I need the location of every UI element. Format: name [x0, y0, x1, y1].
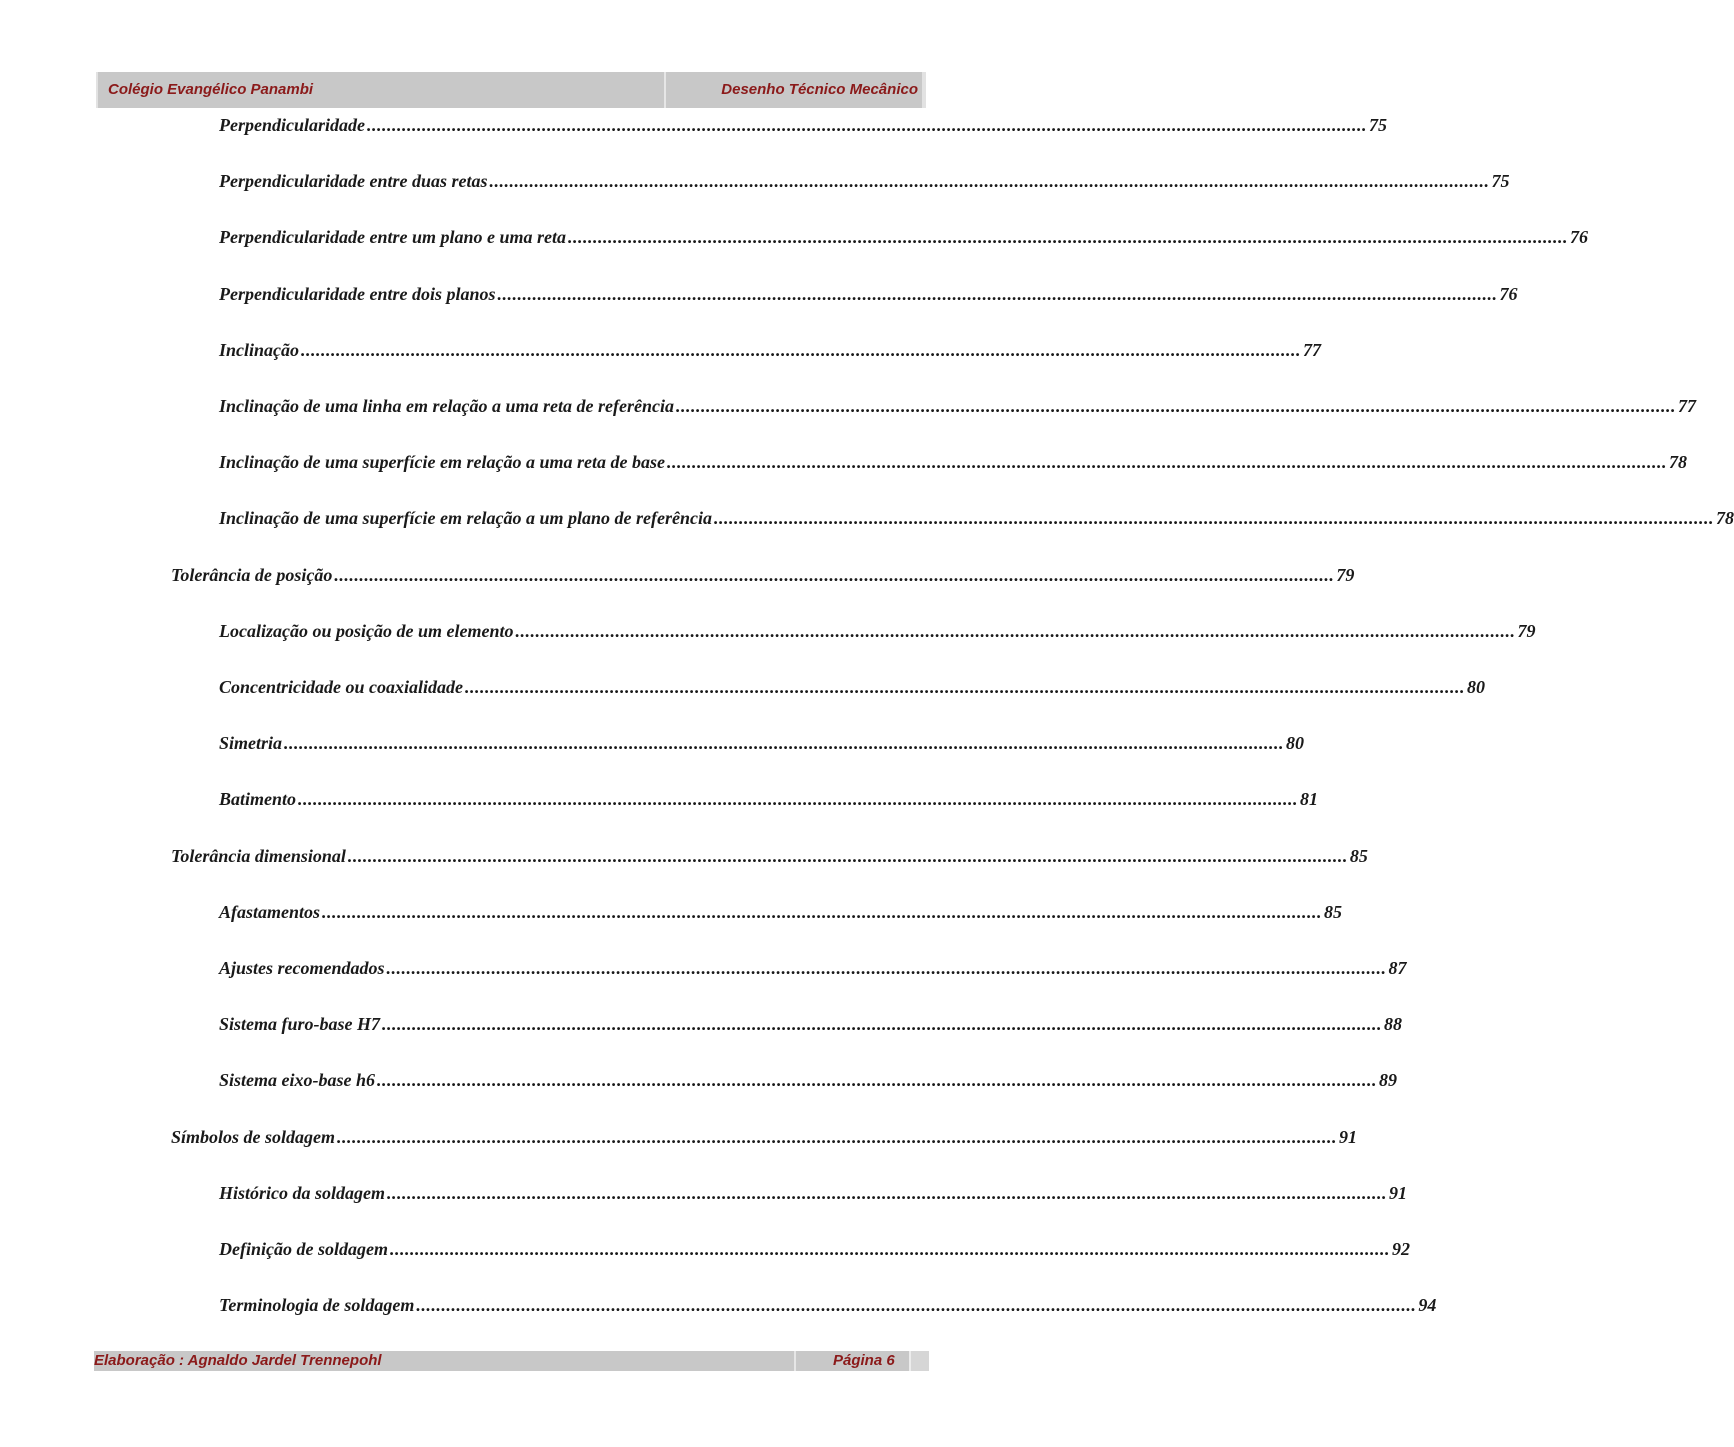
- header-school-name: Colégio Evangélico Panambi: [108, 81, 314, 98]
- toc-entry[interactable]: [219, 1181, 1407, 1205]
- toc-entry-title: Tolerância de posição: [171, 565, 333, 585]
- header-divider: [664, 72, 666, 108]
- toc-dot-leader: ........................................................................................................................................................................................................: [497, 284, 1498, 304]
- toc-entry-title: Sistema eixo-base h6: [219, 1070, 375, 1090]
- toc-dot-leader: ........................................................................................................................................................................................................: [334, 565, 1335, 585]
- toc-dot-leader: ........................................................................................................................................................................................................: [284, 733, 1285, 753]
- toc-entry[interactable]: [219, 225, 1589, 249]
- toc-dot-leader: ........................................................................................................................................................................................................: [568, 227, 1569, 247]
- toc-entry[interactable]: [219, 394, 1696, 418]
- toc-entry[interactable]: [219, 619, 1536, 643]
- toc-entry-page: 76: [1499, 284, 1518, 304]
- toc-entry-title: Perpendicularidade entre um plano e uma reta: [219, 227, 567, 247]
- toc-entry[interactable]: [171, 844, 1368, 868]
- toc-entry[interactable]: [219, 1012, 1403, 1036]
- toc-entry-title: Afastamentos: [219, 902, 321, 922]
- toc-entry[interactable]: [219, 506, 1734, 530]
- toc-entry-title: Concentricidade ou coaxialidade: [219, 677, 463, 697]
- toc-entry-page: 76: [1570, 227, 1589, 247]
- toc-dot-leader: ........................................................................................................................................................................................................: [337, 1127, 1338, 1147]
- toc-dot-leader: ........................................................................................................................................................................................................: [367, 115, 1367, 135]
- footer-author: Elaboração : Agnaldo Jardel Trennepohl: [94, 1352, 382, 1369]
- toc-entry-page: 80: [1286, 733, 1305, 753]
- footer-page-number: Página 6: [833, 1352, 895, 1369]
- footer-divider: [794, 1351, 796, 1371]
- toc-entry[interactable]: [219, 956, 1407, 980]
- toc-dot-leader: ........................................................................................................................................................................................................: [489, 171, 1490, 191]
- toc-entry-page: 78: [1715, 508, 1734, 528]
- toc-dot-leader: ........................................................................................................................................................................................................: [464, 677, 1465, 697]
- toc-entry-title: Inclinação de uma superfície em relação a uma reta de base: [219, 452, 665, 472]
- toc-entry-title: Sistema furo-base H7: [219, 1014, 381, 1034]
- toc-entry-title: Perpendicularidade entre duas retas: [219, 171, 488, 191]
- toc-entry[interactable]: [219, 787, 1319, 811]
- page-footer: [94, 1351, 929, 1371]
- toc-entry-title: Batimento: [219, 789, 297, 809]
- toc-entry-page: 88: [1384, 1014, 1403, 1034]
- toc-entry-title: Inclinação de uma linha em relação a uma reta de referência: [219, 396, 674, 416]
- header-course-title: Desenho Técnico Mecânico: [721, 81, 918, 98]
- toc-entry-page: 77: [1303, 340, 1322, 360]
- toc-entry-page: 81: [1300, 789, 1319, 809]
- toc-dot-leader: ........................................................................................................................................................................................................: [675, 396, 1676, 416]
- toc-entry-title: Definição de soldagem: [219, 1239, 388, 1259]
- toc-entry-page: 85: [1324, 902, 1343, 922]
- toc-entry-page: 79: [1517, 621, 1536, 641]
- toc-entry-title: Inclinação de uma superfície em relação a um plano de referência: [219, 508, 712, 528]
- toc-entry-title: Inclinação: [219, 340, 300, 360]
- toc-entry-title: Histórico da soldagem: [219, 1183, 385, 1203]
- toc-entry-title: Símbolos de soldagem: [171, 1127, 336, 1147]
- toc-dot-leader: ........................................................................................................................................................................................................: [301, 340, 1302, 360]
- toc-entry[interactable]: [219, 675, 1485, 699]
- toc-dot-leader: ........................................................................................................................................................................................................: [416, 1295, 1417, 1315]
- toc-entry-page: 85: [1349, 846, 1368, 866]
- toc-dot-leader: ........................................................................................................................................................................................................: [382, 1014, 1383, 1034]
- toc-entry-page: 75: [1491, 171, 1510, 191]
- toc-entry[interactable]: [219, 338, 1322, 362]
- toc-entry-title: Perpendicularidade entre dois planos: [219, 284, 496, 304]
- toc-dot-leader: ........................................................................................................................................................................................................: [322, 902, 1323, 922]
- toc-entry-page: 91: [1339, 1127, 1358, 1147]
- toc-dot-leader: ........................................................................................................................................................................................................: [713, 508, 1714, 528]
- toc-dot-leader: ........................................................................................................................................................................................................: [377, 1070, 1377, 1090]
- toc-entry[interactable]: [219, 1237, 1410, 1261]
- toc-entry-title: Tolerância dimensional: [171, 846, 346, 866]
- toc-dot-leader: ........................................................................................................................................................................................................: [387, 1183, 1387, 1203]
- toc-entry-page: 87: [1388, 958, 1407, 978]
- toc-entry-page: 91: [1389, 1183, 1407, 1203]
- toc-entry[interactable]: [219, 113, 1387, 137]
- page-header: [96, 72, 926, 108]
- toc-entry-title: Simetria: [219, 733, 283, 753]
- toc-entry-title: Terminologia de soldagem: [219, 1295, 415, 1315]
- toc-dot-leader: ........................................................................................................................................................................................................: [386, 958, 1387, 978]
- toc-entry[interactable]: [219, 282, 1518, 306]
- footer-end-cap: [909, 1351, 929, 1371]
- toc-entry-page: 80: [1466, 677, 1485, 697]
- toc-entry[interactable]: [219, 731, 1305, 755]
- toc-entry[interactable]: [219, 450, 1687, 474]
- toc-entry[interactable]: [219, 900, 1343, 924]
- toc-entry-title: Ajustes recomendados: [219, 958, 385, 978]
- toc-dot-leader: ........................................................................................................................................................................................................: [347, 846, 1348, 866]
- toc-dot-leader: ........................................................................................................................................................................................................: [666, 452, 1667, 472]
- toc-entry[interactable]: [219, 169, 1510, 193]
- toc-entry[interactable]: [171, 1125, 1358, 1149]
- toc-dot-leader: ........................................................................................................................................................................................................: [389, 1239, 1390, 1259]
- toc-entry-title: Perpendicularidade: [219, 115, 365, 135]
- toc-entry-page: 92: [1391, 1239, 1410, 1259]
- toc-entry-page: 78: [1668, 452, 1687, 472]
- toc-dot-leader: ........................................................................................................................................................................................................: [515, 621, 1516, 641]
- toc-entry-page: 89: [1379, 1070, 1397, 1090]
- toc-entry[interactable]: [171, 563, 1355, 587]
- toc-entry-page: 79: [1336, 565, 1355, 585]
- toc-entry-page: 77: [1677, 396, 1696, 416]
- toc-entry-page: 94: [1418, 1295, 1437, 1315]
- toc-entry-page: 75: [1369, 115, 1387, 135]
- toc-entry-title: Localização ou posição de um elemento: [219, 621, 514, 641]
- toc-entry[interactable]: [219, 1068, 1397, 1092]
- toc-entry[interactable]: [219, 1293, 1437, 1317]
- toc-dot-leader: ........................................................................................................................................................................................................: [298, 789, 1299, 809]
